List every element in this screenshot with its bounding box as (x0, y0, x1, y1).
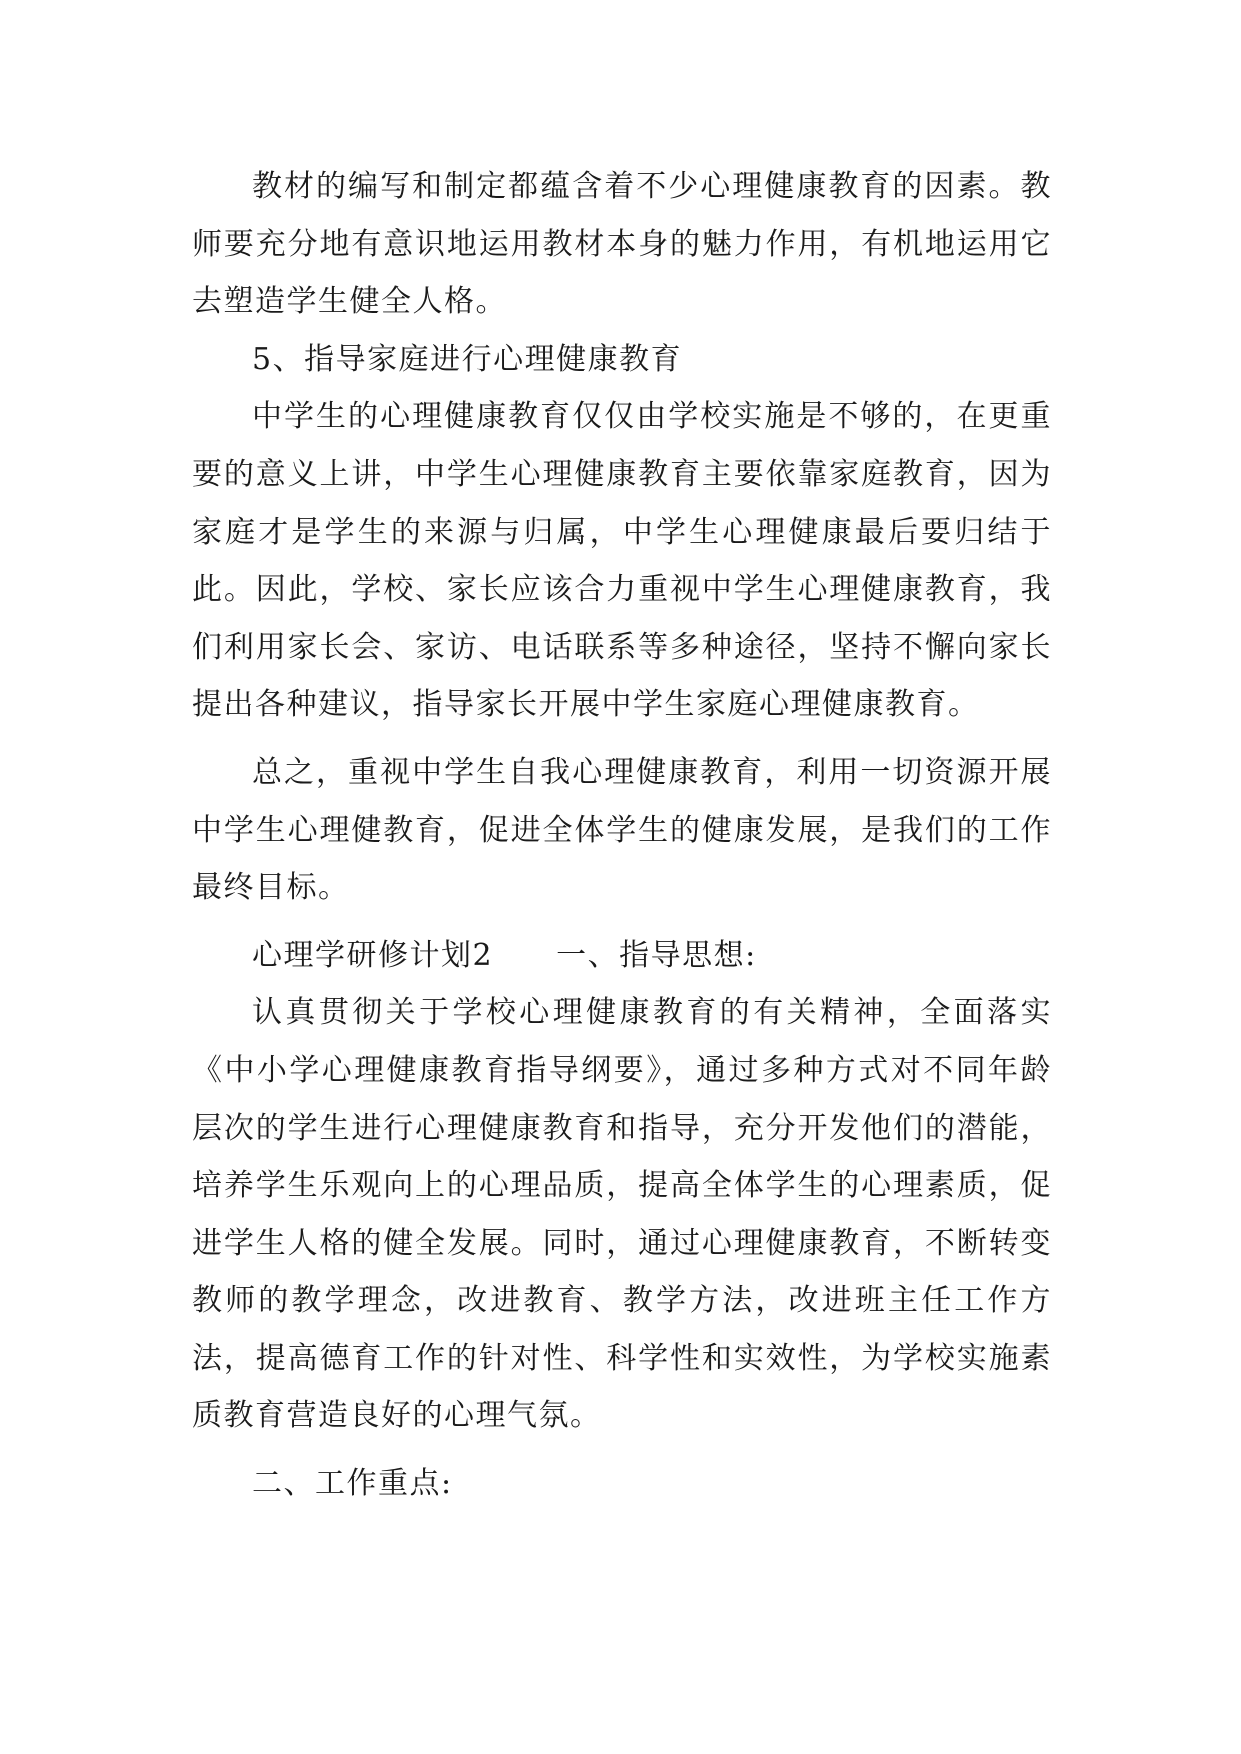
document-body (192, 158, 1052, 1513)
heading-work-focus: 二、工作重点: (252, 1466, 453, 1502)
paragraph-guiding-ideology: 认真贯彻关于学校心理健康教育的有关精神，全面落实《中小学心理健康教育指导纲要》，通过多种方式对不同年龄层次的学生进行心理健康教育和指导，充分开发他们的潜能，培养学生乐观向上的心理品质，提高全体学生的心理素质，促进学生人格的健全发展。同时，通过心理健康教育，不断转变教师的教学理念，改进教育、教学方法，改进班主任工作方法，提高德育工作的针对性、科学性和实效性，为学校实施素质教育营造良好的心理气氛。 (192, 995, 1052, 1434)
heading-family-guidance: 5、指导家庭进行心理健康教育 (252, 341, 683, 377)
paragraph-family-education: 中学生的心理健康教育仅仅由学校实施是不够的，在更重要的意义上讲，中学生心理健康教育主要依靠家庭教育，因为家庭才是学生的来源与归属，中学生心理健康最后要归结于此。因此，学校、家长应该合力重视中学生心理健康教育，我们利用家长会、家访、电话联系等多种途径，坚持不懈向家长提出各种建议，指导家长开展中学生家庭心理健康教育。 (192, 399, 1052, 723)
heading-plan-2-guiding-ideology: 心理学研修计划2 一、指导思想: (252, 937, 757, 973)
paragraph-textbook-factors: 教材的编写和制定都蕴含着不少心理健康教育的因素。教师要充分地有意识地运用教材本身的魅力作用，有机地运用它去塑造学生健全人格。 (192, 169, 1052, 320)
paragraph-summary: 总之，重视中学生自我心理健康教育，利用一切资源开展中学生心理健教育，促进全体学生的健康发展，是我们的工作最终目标。 (192, 754, 1052, 906)
